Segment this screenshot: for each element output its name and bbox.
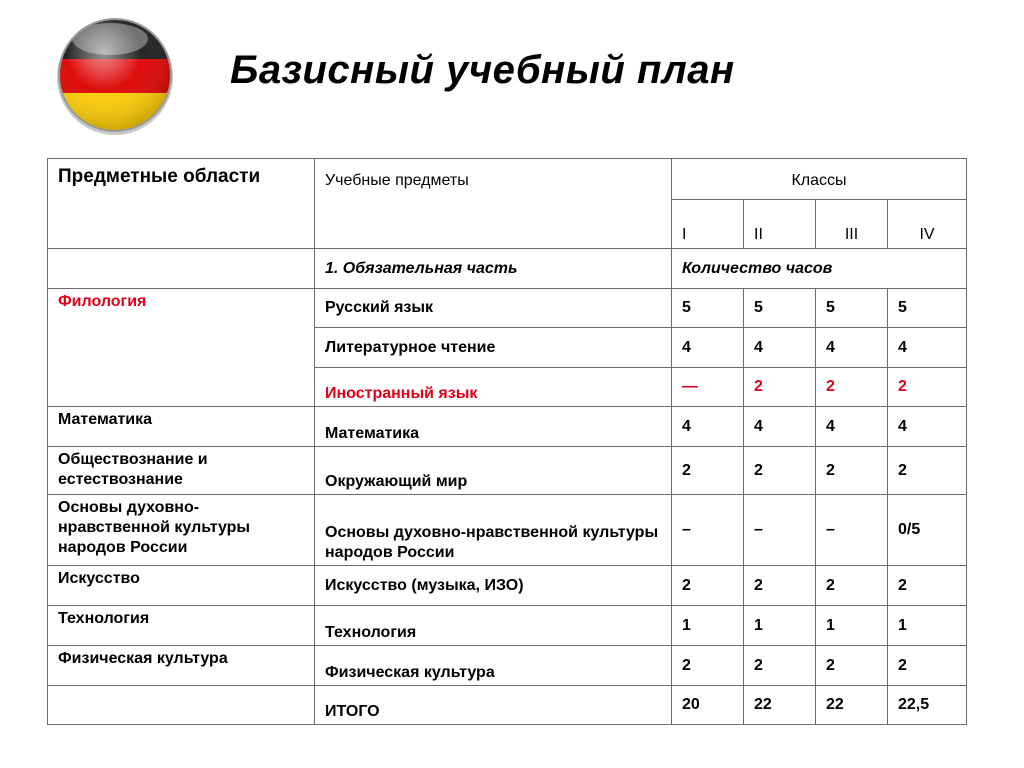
table-row bbox=[48, 646, 967, 686]
hours-cell: 4 bbox=[888, 407, 967, 447]
total-row bbox=[48, 686, 967, 725]
area-cell: Искусство bbox=[48, 566, 315, 606]
subject-cell: Литературное чтение bbox=[315, 328, 672, 368]
total-cell: 22 bbox=[816, 686, 888, 725]
grade-header: I bbox=[672, 200, 744, 249]
grade-header: III bbox=[816, 200, 888, 249]
subject-cell: Математика bbox=[315, 407, 672, 447]
section-row bbox=[48, 249, 967, 289]
hours-cell: 1 bbox=[816, 606, 888, 646]
header-subject-label: Учебные предметы bbox=[315, 159, 672, 249]
hours-cell: 5 bbox=[744, 289, 816, 328]
table-row bbox=[48, 447, 967, 495]
hours-cell: – bbox=[672, 495, 744, 566]
area-cell: Филология bbox=[48, 289, 315, 407]
hours-label: Количество часов bbox=[672, 249, 967, 289]
hours-cell: 5 bbox=[672, 289, 744, 328]
hours-cell: 4 bbox=[744, 407, 816, 447]
hours-cell: 4 bbox=[744, 328, 816, 368]
hours-cell: 2 bbox=[744, 646, 816, 686]
table-row bbox=[48, 566, 967, 606]
hours-cell: — bbox=[672, 368, 744, 407]
subject-cell: Технология bbox=[315, 606, 672, 646]
hours-cell: 2 bbox=[816, 447, 888, 495]
hours-cell: 4 bbox=[816, 328, 888, 368]
hours-cell: 1 bbox=[744, 606, 816, 646]
hours-cell: 2 bbox=[888, 646, 967, 686]
area-cell: Физическая культура bbox=[48, 646, 315, 686]
table-row bbox=[48, 407, 967, 447]
total-cell: 22 bbox=[744, 686, 816, 725]
subject-cell: Искусство (музыка, ИЗО) bbox=[315, 566, 672, 606]
hours-cell: 4 bbox=[888, 328, 967, 368]
empty-cell bbox=[48, 686, 315, 725]
hours-cell: 5 bbox=[888, 289, 967, 328]
hours-cell: 5 bbox=[816, 289, 888, 328]
hours-cell: 2 bbox=[672, 566, 744, 606]
grade-header: II bbox=[744, 200, 816, 249]
area-cell: Обществознание и естествознание bbox=[48, 447, 315, 495]
empty-cell bbox=[48, 249, 315, 289]
subject-cell: Русский язык bbox=[315, 289, 672, 328]
germany-flag-icon bbox=[55, 15, 175, 135]
hours-cell: – bbox=[744, 495, 816, 566]
table-row bbox=[48, 606, 967, 646]
hours-cell: 2 bbox=[744, 447, 816, 495]
hours-cell: 4 bbox=[672, 407, 744, 447]
part-label: 1. Обязательная часть bbox=[315, 249, 672, 289]
hours-cell: 2 bbox=[888, 566, 967, 606]
hours-cell: 2 bbox=[816, 368, 888, 407]
subject-cell: Физическая культура bbox=[315, 646, 672, 686]
hours-cell: 2 bbox=[744, 368, 816, 407]
header-row bbox=[48, 159, 967, 200]
hours-cell: 1 bbox=[672, 606, 744, 646]
total-cell: 20 bbox=[672, 686, 744, 725]
hours-cell: 4 bbox=[672, 328, 744, 368]
total-cell: 22,5 bbox=[888, 686, 967, 725]
area-cell: Основы духовно-нравственной культуры народов России bbox=[48, 495, 315, 566]
hours-cell: 1 bbox=[888, 606, 967, 646]
hours-cell: 2 bbox=[888, 447, 967, 495]
hours-cell: 0/5 bbox=[888, 495, 967, 566]
hours-cell: 4 bbox=[816, 407, 888, 447]
page-title: Базисный учебный план bbox=[230, 48, 735, 92]
hours-cell: 2 bbox=[672, 447, 744, 495]
subject-cell: Окружающий мир bbox=[315, 447, 672, 495]
curriculum-table bbox=[47, 158, 967, 725]
table-row bbox=[48, 289, 967, 328]
hours-cell: 2 bbox=[672, 646, 744, 686]
header-area-label: Предметные области bbox=[48, 159, 315, 249]
area-cell: Технология bbox=[48, 606, 315, 646]
hours-cell: 2 bbox=[816, 566, 888, 606]
hours-cell: 2 bbox=[888, 368, 967, 407]
subject-cell: Основы духовно-нравственной культуры народов России bbox=[315, 495, 672, 566]
subject-cell: Иностранный язык bbox=[315, 368, 672, 407]
total-label: ИТОГО bbox=[315, 686, 672, 725]
hours-cell: 2 bbox=[816, 646, 888, 686]
hours-cell: – bbox=[816, 495, 888, 566]
hours-cell: 2 bbox=[744, 566, 816, 606]
table-row bbox=[48, 495, 967, 566]
header-classes-label: Классы bbox=[672, 159, 967, 200]
grade-header: IV bbox=[888, 200, 967, 249]
area-cell: Математика bbox=[48, 407, 315, 447]
